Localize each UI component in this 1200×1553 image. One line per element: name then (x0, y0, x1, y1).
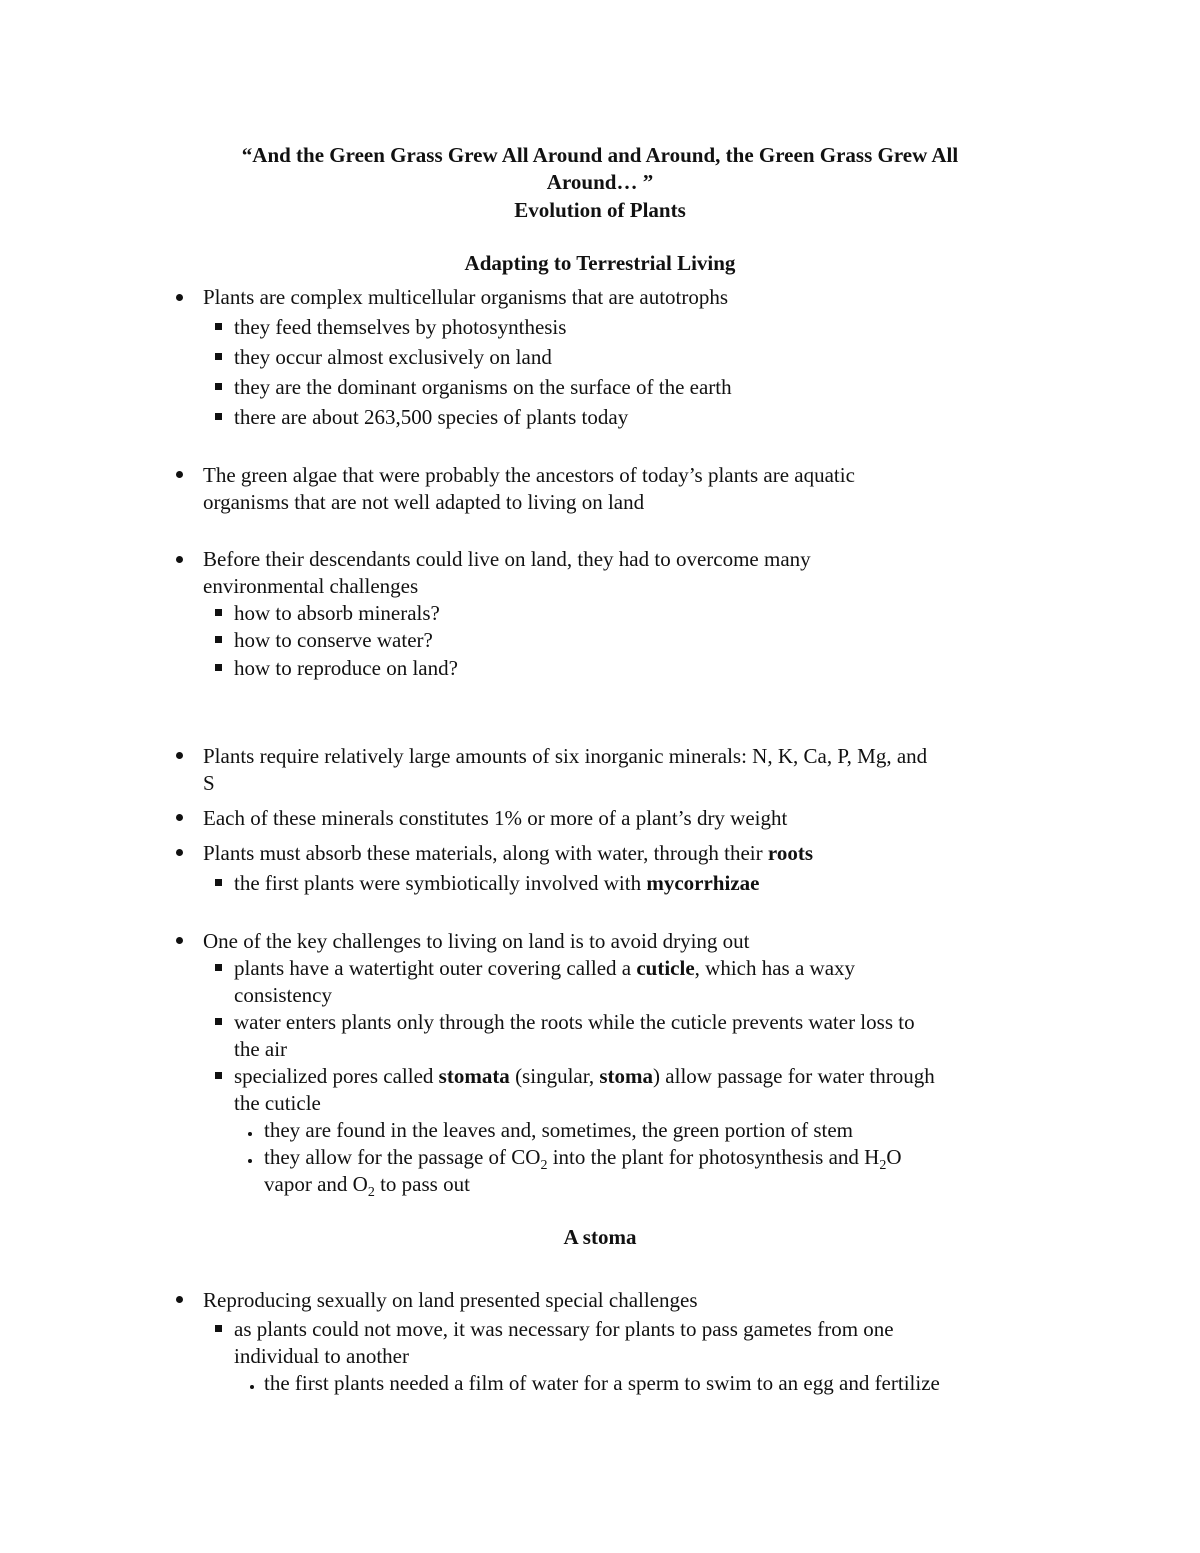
doc-title-line-2: Around… ” (546, 170, 654, 194)
list-item: One of the key challenges to living on land is to avoid drying out (203, 929, 750, 953)
bullet-small-dot-icon (248, 1159, 252, 1163)
bullet-square-icon (215, 383, 222, 390)
bullet-small-dot-icon (248, 1132, 252, 1136)
list-item (203, 840, 813, 867)
list-item: Plants require relatively large amounts of six inorganic minerals: N, K, Ca, P, Mg, and (203, 744, 928, 768)
section-heading-terrestrial: Adapting to Terrestrial Living (464, 251, 736, 275)
list-item: Each of these minerals constitutes 1% or more of a plant’s dry weight (203, 806, 788, 830)
section-heading-stoma: A stoma (563, 1225, 637, 1249)
bullet-dot-icon (176, 556, 183, 563)
doc-title-line-3: Evolution of Plants (514, 198, 686, 222)
bullet-dot-icon (176, 294, 183, 301)
subscript: 2 (540, 1158, 548, 1174)
bullet-dot-icon (176, 814, 183, 821)
text-run: Plants must absorb these materials, along with water, through their (203, 841, 768, 865)
list-item-continuation: individual to another (234, 1344, 409, 1368)
list-item-continuation: organisms that are not well adapted to living on land (203, 490, 645, 514)
list-item: water enters plants only through the roots while the cuticle prevents water loss to (234, 1010, 915, 1034)
bullet-dot-icon (176, 752, 183, 759)
subscript: 2 (367, 1185, 375, 1201)
list-item: how to absorb minerals? (234, 601, 440, 625)
keyword-cuticle: cuticle (636, 956, 695, 980)
bullet-dot-icon (176, 937, 183, 944)
list-item: Reproducing sexually on land presented special challenges (203, 1288, 698, 1312)
list-item (264, 1144, 902, 1174)
list-item: Plants are complex multicellular organisms that are autotrophs (203, 285, 729, 309)
bullet-square-icon (215, 609, 222, 616)
keyword-roots: roots (767, 841, 813, 865)
list-item (234, 955, 855, 982)
text-run: specialized pores called (234, 1064, 439, 1088)
list-item: Before their descendants could live on land, they had to overcome many (203, 547, 811, 571)
text-run: the first plants were symbiotically involved with (234, 871, 647, 895)
list-item: the first plants needed a film of water for a sperm to swim to an egg and fertilize (264, 1371, 940, 1395)
bullet-square-icon (215, 1325, 222, 1332)
doc-title-line-1: “And the Green Grass Grew All Around and Around, the Green Grass Grew All (241, 143, 959, 167)
list-item: they occur almost exclusively on land (234, 345, 552, 369)
list-item-continuation: the air (234, 1037, 288, 1061)
text-run: O (886, 1145, 902, 1169)
list-item-continuation: S (203, 771, 215, 795)
bullet-square-icon (215, 323, 222, 330)
list-item: there are about 263,500 species of plants today (234, 405, 629, 429)
bullet-square-icon (215, 413, 222, 420)
text-run: , which has a waxy (694, 956, 856, 980)
text-run: vapor and O (264, 1172, 368, 1196)
text-run: (singular, (509, 1064, 600, 1088)
list-item-continuation: the cuticle (234, 1091, 321, 1115)
text-run: plants have a watertight outer covering called a (234, 956, 637, 980)
bullet-dot-icon (176, 1296, 183, 1303)
bullet-dot-icon (176, 471, 183, 478)
list-item-continuation: consistency (234, 983, 332, 1007)
text-run: to pass out (374, 1172, 470, 1196)
text-run: they allow for the passage of CO (264, 1145, 541, 1169)
list-item: they are the dominant organisms on the surface of the earth (234, 375, 732, 399)
list-item: they are found in the leaves and, sometimes, the green portion of stem (264, 1118, 853, 1142)
keyword-mycorrhizae: mycorrhizae (646, 871, 760, 895)
bullet-square-icon (215, 1072, 222, 1079)
list-item: how to conserve water? (234, 628, 433, 652)
bullet-square-icon (215, 636, 222, 643)
list-item: how to reproduce on land? (234, 656, 458, 680)
list-item: as plants could not move, it was necessary for plants to pass gametes from one (234, 1317, 894, 1341)
subscript: 2 (879, 1158, 887, 1174)
bullet-square-icon (215, 1018, 222, 1025)
list-item (234, 870, 759, 897)
list-item-continuation (264, 1171, 470, 1201)
list-item: The green algae that were probably the ancestors of today’s plants are aquatic (203, 463, 855, 487)
keyword-stoma: stoma (599, 1064, 654, 1088)
bullet-dot-icon (176, 849, 183, 856)
keyword-stomata: stomata (438, 1064, 510, 1088)
list-item: they feed themselves by photosynthesis (234, 315, 567, 339)
list-item-continuation: environmental challenges (203, 574, 419, 598)
bullet-small-dot-icon (250, 1385, 254, 1389)
bullet-square-icon (215, 664, 222, 671)
list-item (234, 1063, 935, 1090)
bullet-square-icon (215, 964, 222, 971)
text-run: ) allow passage for water through (653, 1064, 935, 1088)
text-run: into the plant for photosynthesis and H (547, 1145, 880, 1169)
bullet-square-icon (215, 353, 222, 360)
bullet-square-icon (215, 879, 222, 886)
